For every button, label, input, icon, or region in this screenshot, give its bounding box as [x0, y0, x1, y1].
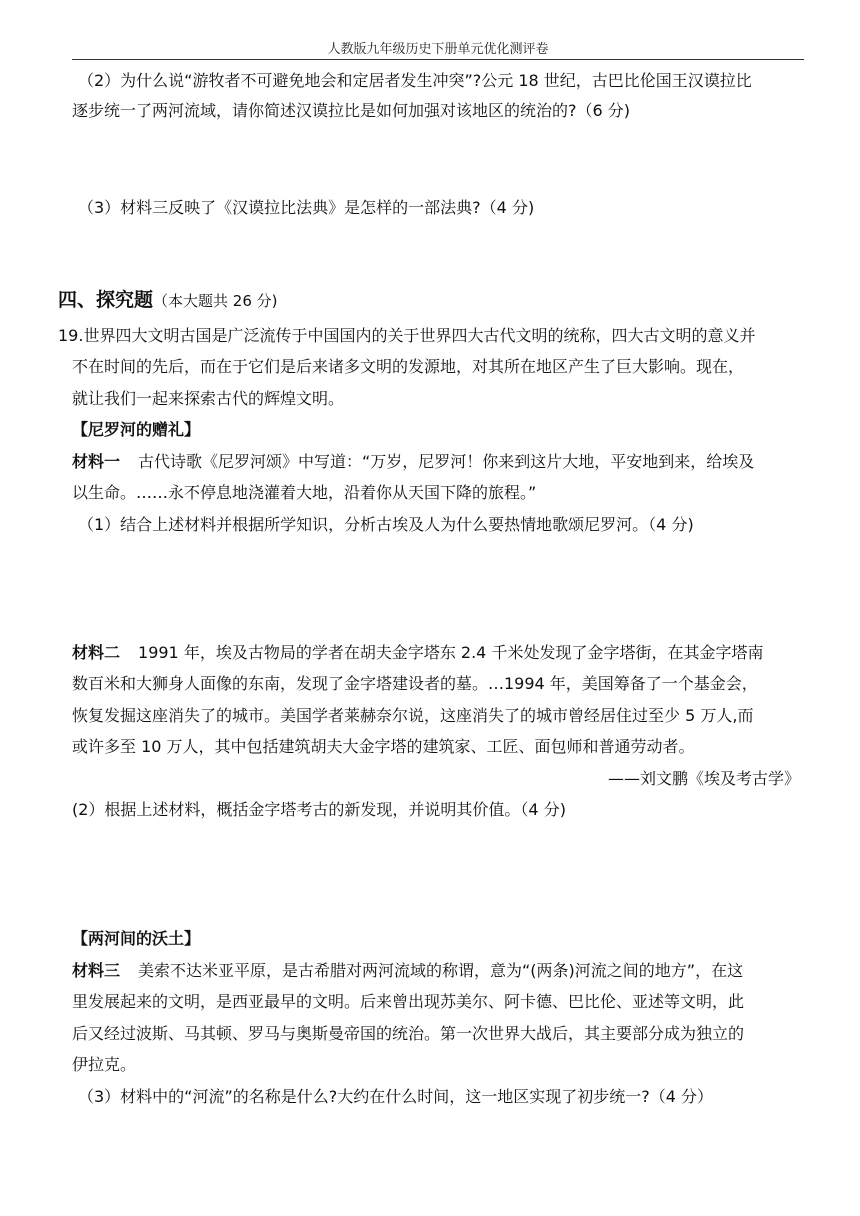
- material1-text1: 古代诗歌《尼罗河颂》中写道：“万岁，尼罗河！你来到这片大地，平安地到来，给埃及: [138, 452, 755, 471]
- q18-sub3-line1: （3）材料三反映了《汉谟拉比法典》是怎样的一部法典?（4 分): [78, 198, 535, 217]
- material3-line3: 后又经过波斯、马其顿、罗马与奥斯曼帝国的统治。第一次世界大战后，其主要部分成为独立的: [72, 1024, 745, 1043]
- q19-sub1-line1: （1）结合上述材料并根据所学知识，分析古埃及人为什么要热情地歌颂尼罗河。（4 分): [78, 515, 694, 534]
- material1-label: 材料一: [72, 452, 121, 471]
- material3-text1: 美索不达米亚平原，是古希腊对两河流域的称谓，意为“(两条)河流之间的地方”，在这: [138, 961, 744, 980]
- part2-title: 【两河间的沃土】: [72, 929, 201, 948]
- material1-line1: [72, 452, 754, 472]
- material3-line2: 里发展起来的文明，是西亚最早的文明。后来曾出现苏美尔、阿卡德、巴比伦、亚述等文明，此: [72, 992, 745, 1011]
- section4-title: 四、探究题: [58, 289, 154, 311]
- q19-sub2-line1: (2）根据上述材料，概括金字塔考古的新发现，并说明其价值。（4 分): [72, 800, 566, 819]
- q19-intro-line3: 就让我们一起来探索古代的辉煌文明。: [72, 389, 345, 408]
- q19-intro-line2: 不在时间的先后，而在于它们是后来诸多文明的发源地，对其所在地区产生了巨大影响。现在，: [72, 357, 745, 376]
- material2-line4: 或许多至 10 万人，其中包括建筑胡夫大金字塔的建筑家、工匠、面包师和普通劳动者。: [72, 737, 695, 756]
- header-divider: [72, 59, 804, 60]
- material2-text1: 1991 年，埃及古物局的学者在胡夫金字塔东 2.4 千米处发现了金字塔街，在其金字塔南: [138, 643, 764, 662]
- material2-line3: 恢复发掘这座消失了的城市。美国学者莱赫奈尔说，这座消失了的城市曾经居住过至少 5 万人,而: [72, 706, 754, 725]
- material3-line1: [72, 961, 743, 981]
- section4-note: （本大题共 26 分): [153, 292, 278, 310]
- material1-line2: 以生命。……永不停息地浇灌着大地，沿着你从天国下降的旅程。”: [72, 483, 537, 502]
- material2-line2: 数百米和大狮身人面像的东南，发现了金字塔建设者的墓。…1994 年，美国筹备了一个基金会，: [72, 674, 758, 693]
- q19-sub3-line1: （3）材料中的“河流”的名称是什么?大约在什么时间，这一地区实现了初步统一?（4 分）: [78, 1087, 714, 1106]
- q18-sub2-line1: （2）为什么说“游牧者不可避免地会和定居者发生冲突”?公元 18 世纪，古巴比伦国王汉谟拉比: [78, 71, 752, 90]
- material2-source: ——刘文鹏《埃及考古学》: [607, 769, 800, 788]
- page-header: 人教版九年级历史下册单元优化测评卷: [327, 42, 549, 57]
- part1-title: 【尼罗河的赠礼】: [72, 420, 201, 439]
- q19-intro-line1: 19.世界四大文明古国是广泛流传于中国国内的关于世界四大古代文明的统称，四大古文明的意义并: [58, 326, 756, 345]
- material3-label: 材料三: [72, 961, 121, 980]
- section4-heading: [58, 290, 278, 311]
- material3-line4: 伊拉克。: [72, 1055, 137, 1074]
- q18-sub2-line2: 逐步统一了两河流域，请你简述汉谟拉比是如何加强对该地区的统治的?（6 分): [72, 101, 631, 120]
- material2-label: 材料二: [72, 643, 121, 662]
- material2-line1: [72, 643, 763, 663]
